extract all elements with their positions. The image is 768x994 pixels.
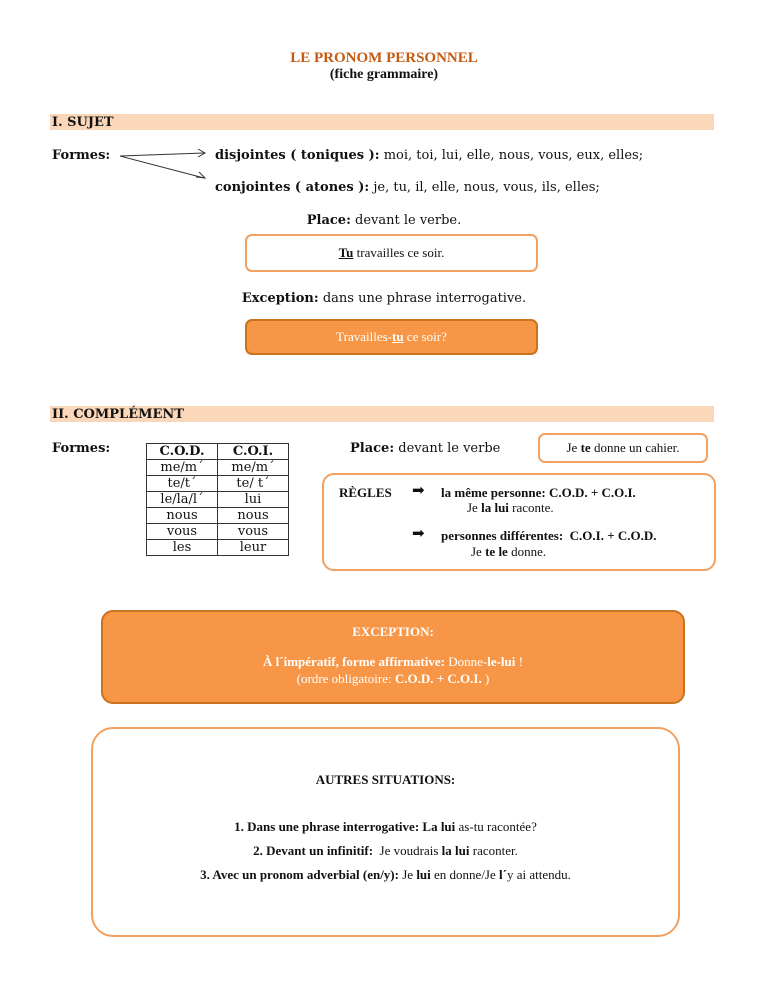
exception-example-pre: Travailles- (336, 329, 392, 344)
table-header-row (147, 444, 289, 460)
exception-example-subject: tu (391, 329, 404, 344)
exception-text: dans une phrase interrogative. (318, 291, 527, 306)
table-cell: le/la/l´ (147, 492, 218, 508)
table-header-cod: C.O.D. (147, 444, 218, 460)
sujet-exception-example-box (245, 319, 538, 355)
place-text: devant le verbe. (350, 213, 462, 228)
table-row (147, 460, 289, 476)
rule-1-label: la même personne: (441, 485, 546, 500)
exception-example-post: ce soir? (403, 329, 447, 344)
fork-arrow-icon (118, 145, 210, 185)
table-cell: leur (218, 540, 289, 556)
pronoun-table (146, 443, 289, 556)
complement-place-text: devant le verbe (394, 441, 501, 456)
place-example-post: donne un cahier. (590, 440, 680, 455)
page-subtitle: (fiche grammaire) (329, 67, 439, 82)
exception-box (101, 610, 685, 704)
autres-item-1 (93, 819, 678, 835)
autres-title: AUTRES SITUATIONS: (315, 772, 456, 787)
exception-line2-post: ) (481, 671, 490, 686)
table-row (147, 508, 289, 524)
table-cell: vous (218, 524, 289, 540)
section-heading-complement: II. COMPLÉMENT (50, 406, 714, 422)
table-row (147, 492, 289, 508)
section-heading-sujet: I. SUJET (50, 114, 714, 130)
sujet-formes-label: Formes: (52, 148, 111, 163)
exception-line1-bold2: le-lui (487, 654, 516, 669)
table-row (147, 524, 289, 540)
autres-item3-bold2: lui (416, 867, 431, 882)
exception-line1-bold: À l´impératif, forme affirmative: (263, 654, 445, 669)
autres-item1-bold: 1. Dans une phrase interrogative: La lui (234, 819, 456, 834)
rule-1-example-bold: la lui (481, 500, 509, 515)
rule-2-example (471, 544, 546, 560)
rule-1-example (467, 500, 554, 516)
table-cell: nous (218, 508, 289, 524)
autres-item3-mid2: en donne/Je (430, 867, 500, 882)
exception-line1-pre: Donne- (444, 654, 488, 669)
rule-2-formula: C.O.I. + C.O.D. (563, 528, 657, 543)
arrow-right-icon: ➡ (412, 526, 425, 542)
exception-box-line-2 (103, 671, 683, 687)
exception-line1-post: ! (515, 654, 523, 669)
rule-1-formula: C.O.D. + C.O.I. (545, 485, 636, 500)
arrow-right-icon: ➡ (412, 483, 425, 499)
exception-box-title: EXCEPTION: (352, 624, 434, 639)
table-cell: nous (147, 508, 218, 524)
autres-item3-mid: Je (398, 867, 417, 882)
sujet-exception (0, 291, 768, 306)
table-cell: te/t´ (147, 476, 218, 492)
rule-2-example-post: donne. (507, 544, 547, 559)
autres-item3-bold3: l´ (499, 867, 507, 882)
disjointes-text: moi, toi, lui, elle, nous, vous, eux, elles; (379, 148, 644, 163)
autres-item2-bold2: la lui (441, 843, 470, 858)
rule-2 (441, 528, 657, 544)
table-cell: me/m´ (147, 460, 218, 476)
rule-2-example-pre: Je (471, 544, 486, 559)
sujet-place (0, 213, 768, 228)
table-cell: lui (218, 492, 289, 508)
autres-item-2 (93, 843, 678, 859)
table-cell: vous (147, 524, 218, 540)
rule-1-example-post: raconte. (508, 500, 554, 515)
disjointes-label: disjointes ( toniques ): (215, 148, 380, 163)
place-example-pre: Je (566, 440, 581, 455)
place-label: Place: (306, 213, 351, 228)
table-header-coi: C.O.I. (218, 444, 289, 460)
table-cell: me/m´ (218, 460, 289, 476)
sujet-conjointes (215, 180, 600, 195)
exception-box-line-1 (103, 654, 683, 670)
rule-2-label: personnes différentes: (441, 528, 564, 543)
complement-formes-label: Formes: (52, 441, 111, 456)
sujet-disjointes (215, 148, 643, 163)
conjointes-label: conjointes ( atones ): (215, 180, 370, 195)
sujet-example-box (245, 234, 538, 272)
exception-label: Exception: (241, 291, 319, 306)
autres-item1-rest: as-tu racontée? (455, 819, 537, 834)
rule-1-example-pre: Je (467, 500, 482, 515)
example-subject: Tu (338, 245, 354, 260)
complement-place (350, 441, 500, 456)
conjointes-text: je, tu, il, elle, nous, vous, ils, elles; (369, 180, 600, 195)
exception-line2-bold: C.O.D. + C.O.I. (394, 671, 482, 686)
autres-item2-bold: 2. Devant un infinitif: (253, 843, 374, 858)
place-example-bold: te (580, 440, 591, 455)
exception-line2-pre: (ordre obligatoire: (296, 671, 395, 686)
autres-item3-bold: 3. Avec un pronom adverbial (en/y): (200, 867, 399, 882)
autres-item2-mid: Je voudrais (373, 843, 442, 858)
rule-1 (441, 485, 636, 501)
rule-2-example-bold: te le (485, 544, 508, 559)
page-title: LE PRONOM PERSONNEL (290, 50, 478, 66)
autres-item-3 (93, 867, 678, 883)
table-row (147, 540, 289, 556)
autres-situations-box (91, 727, 680, 937)
table-cell: te/ t´ (218, 476, 289, 492)
complement-place-label: Place: (350, 441, 395, 456)
complement-place-example-box (538, 433, 708, 463)
table-row (147, 476, 289, 492)
regles-label: RÈGLES (339, 485, 392, 500)
autres-item2-rest: raconter. (469, 843, 518, 858)
table-cell: les (147, 540, 218, 556)
autres-item3-rest: y ai attendu. (506, 867, 571, 882)
example-rest: travailles ce soir. (353, 245, 445, 260)
